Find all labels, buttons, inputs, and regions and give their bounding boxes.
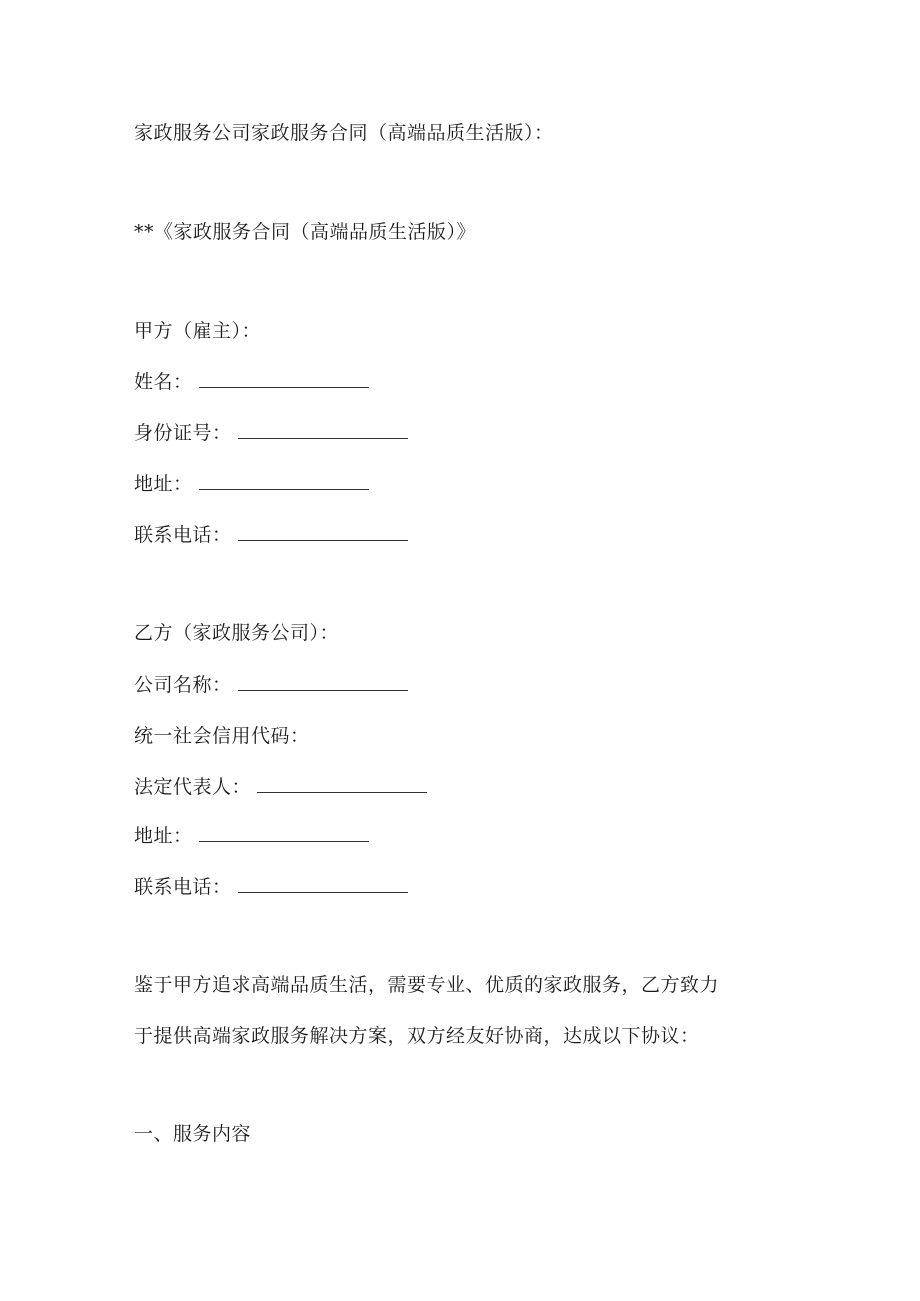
- party-a-id-blank: [238, 420, 408, 439]
- party-a-id-label: 身份证号：: [134, 422, 232, 444]
- contract-title: **《家政服务合同（高端品质生活版）》: [134, 221, 477, 243]
- party-b-phone-blank: [238, 874, 408, 893]
- party-a-title: 甲方（雇主）：: [134, 320, 262, 342]
- party-a-name-blank: [199, 369, 369, 388]
- party-b-address-blank: [199, 823, 369, 842]
- party-a-name-label: 姓名：: [134, 371, 193, 393]
- party-b-company-label: 公司名称：: [134, 674, 232, 696]
- party-b-company-row: [134, 672, 408, 698]
- party-b-phone-label: 联系电话：: [134, 876, 232, 898]
- party-b-legal-rep-row: [134, 774, 427, 800]
- party-a-name-row: [134, 369, 369, 395]
- section-1-title: 一、服务内容: [134, 1123, 252, 1145]
- party-a-phone-row: [134, 522, 408, 548]
- party-a-address-blank: [199, 471, 369, 490]
- party-b-phone-row: [134, 874, 408, 900]
- party-a-phone-label: 联系电话：: [134, 524, 232, 546]
- party-b-credit-code-label: 统一社会信用代码：: [134, 725, 310, 747]
- party-b-company-blank: [238, 672, 408, 691]
- document-heading: 家政服务公司家政服务合同（高端品质生活版）：: [134, 122, 554, 144]
- party-b-legal-rep-label: 法定代表人：: [134, 776, 252, 798]
- party-a-id-row: [134, 420, 408, 446]
- party-a-address-label: 地址：: [134, 473, 193, 495]
- preamble-line-1: 鉴于甲方追求高端品质生活，需要专业、优质的家政服务，乙方致力: [134, 974, 720, 996]
- party-a-address-row: [134, 471, 369, 497]
- preamble-line-2: 于提供高端家政服务解决方案，双方经友好协商，达成以下协议：: [134, 1025, 700, 1047]
- party-b-title: 乙方（家政服务公司）：: [134, 622, 340, 644]
- party-b-address-row: [134, 823, 369, 849]
- party-a-phone-blank: [238, 522, 408, 541]
- party-b-address-label: 地址：: [134, 825, 193, 847]
- party-b-legal-rep-blank: [257, 774, 427, 793]
